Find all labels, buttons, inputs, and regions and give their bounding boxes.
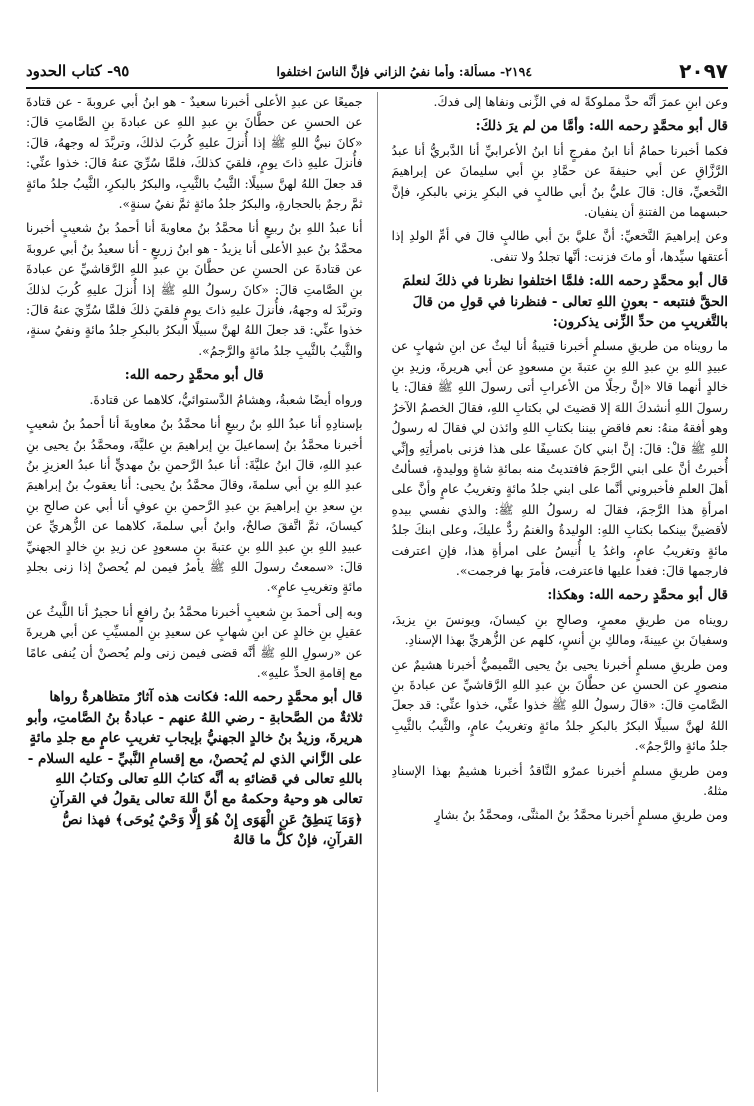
- section-heading: قال أبو محمَّدٍ رحمه الله: وهكذا:: [547, 587, 728, 604]
- paragraph: أنا عبدُ اللهِ بنُ ربيعٍ أنا محمَّدُ بنُ معاويةَ أنا أحمدُ بنُ شعيبٍ أخبرنا محمَّدُ بنُ عبدِ الأعلى أنا يزيدُ - هو ابنُ زريعٍ - أنا سعيدُ بنُ أبي عروبةَ عن قتادةَ عن الحسنِ عن حطَّانَ بنِ عبدِ اللهِ الرَّقاشيِّ عن عبادةَ بنِ الصَّامتِ قالَ: «كانَ رسولُ اللهِ ﷺ إذا أُنزلَ عليهِ كُربَ لذلكَ وتربَّدَ له وجههُ، فأُنزلَ عليهِ ذاتَ يومٍ فلقيَ ذلكَ فلمَّا سُرِّيَ عنهُ قالَ: خذوا عنِّي: قد جعلَ اللهُ لهنَّ سبيلًا البكرُ بالبكرِ جلدُ مائةٍ ونفيُ سنةٍ، والثَّيبُ بالثَّيبِ جلدُ مائةٍ والرَّجمُ».: [26, 221, 363, 358]
- paragraph: وبه إلى أحمدَ بنِ شعيبٍ أخبرنا محمَّدُ بنُ رافعٍ أنا حجيرٌ أنا اللَّيثُ عن عقيلِ بنِ خالدٍ عن ابنِ شهابٍ عن سعيدِ بنِ المسيِّبِ عن أبي هريرةَ عن «رسولِ اللهِ ﷺ أنَّه قضى فيمن زنى ولم يُحصنْ أن يُنفى عامًا مع إقامةِ الحدِّ عليهِ».: [26, 604, 363, 680]
- paragraph: ما رويناه من طريقِ مسلمٍ أخبرنا قتيبةُ أنا ليثٌ عن ابنِ شهابٍ عن عبيدِ اللهِ بنِ عبدِ اللهِ بنِ عتبةَ بنِ مسعودٍ عن أبي هريرةَ، وزيدِ بنِ خالدٍ أنهما قالا «إنَّ رجلًا من الأعرابِ أتى رسولَ اللهِ ﷺ فقالَ: يا رسولَ اللهِ أنشدكَ اللهَ إلا قضيتَ لي بكتابِ اللهِ، فقالَ الخصمُ الآخرُ وهو أفقهُ منهُ: نعم فاقضِ بيننا بكتابِ اللهِ وائذن لي فقالَ له رسولُ اللهِ ﷺ قلْ: قالَ: إنَّ ابني كانَ عسيفًا على هذا فزنى بامرأتِهِ وإنِّي أُخبرتُ أنَّ على ابني الرَّجمَ فافتديتُ منه بمائةِ شاةٍ ووليدةٍ، فسألتُ أهلَ العلمِ فأخبروني أنَّما على ابني جلدُ مائةٍ وتغريبُ عامٍ وأنَّ على امرأةِ هذا الرَّجمَ، فقالَ له رسولُ اللهِ ﷺ: والذي نفسي بيدهِ لأقضينَّ بينكما بكتابِ اللهِ: الوليدةُ والغنمُ ردٌّ عليكَ، وعلى ابنكَ جلدُ مائةٍ وتغريبُ عامٍ، واغدُ يا أُنيسُ على امرأةِ هذا، فإنِ اعترفت فارجمها قالَ: فغدا عليها فاعترفت، فأمرَ بها فرجمت».: [391, 339, 728, 578]
- page-header: [26, 56, 728, 86]
- paragraph: ومن طريقِ مسلمٍ أخبرنا محمَّدُ بنُ المثنَّى، ومحمَّدُ بنُ بشارٍ: [434, 808, 728, 823]
- paragraph: بإسنادِهِ أنا عبدُ اللهِ بنُ ربيعٍ أنا محمَّدُ بنُ معاويةَ أنا أحمدُ بنُ شعيبٍ أخبرنا محمَّدُ بنُ إسماعيلَ بنِ إبراهيمَ بنِ عليَّةَ، ومحمَّدُ بنُ يحيى بنِ عبدِ اللهِ، قالَ ابنُ عليَّةَ: أنا عبدُ الرَّحمنِ بنُ مهديٍّ أنا عبدُ العزيزِ بنُ عبدِ اللهِ بنِ أبي سلمةَ، وقالَ محمَّدُ بنُ يحيى: أنا يعقوبُ بنُ إبراهيمَ بنِ سعدِ بنِ إبراهيمَ بنِ عبدِ الرَّحمنِ بنِ عوفٍ أنا أبي عن صالحِ بنِ كيسانَ، ثمَّ اتَّفقَ صالحٌ، وابنُ أبي سلمةَ، كلاهما عن الزُّهريِّ عن عبيدِ اللهِ بنِ عبدِ اللهِ بنِ عتبةَ بنِ مسعودٍ عن زيدِ بنِ خالدٍ الجهنيِّ قالَ: «سمعتُ رسولَ اللهِ ﷺ يأمرُ فيمن لم يُحصنْ إذا زنى بجلدِ مائةٍ وتغريبِ عامٍ».: [26, 417, 363, 595]
- paragraph: وعن إبراهيمَ النَّخعيِّ: أنَّ عليَّ بنَ أبي طالبٍ قالَ في أمِّ الولدِ إذا أعتقها سيِّدها، أو ماتَ فزنت: أنَّها تجلدُ ولا تنفى.: [391, 229, 728, 264]
- text-columns: [26, 92, 728, 1092]
- header-rule: [26, 87, 728, 89]
- paragraph: ومن طريقِ مسلمٍ أخبرنا يحيى بنُ يحيى التَّميميُّ أخبرنا هشيمٌ عن منصورٍ عن الحسنِ عن حطَّانَ بنِ عبدِ اللهِ الرَّقاشيِّ عن عبادةَ بنِ الصَّامتِ قالَ: «قالَ رسولُ اللهِ ﷺ خذوا عنِّي، خذوا عنِّي: قد جعلَ اللهُ لهنَّ سبيلًا البكرُ بالبكرِ جلدُ مائةٍ وتغريبُ عامٍ، والثَّيبُ بالثَّيبِ جلدُ مائةٍ والرَّجمُ».: [391, 657, 728, 754]
- column-divider: [377, 92, 378, 1092]
- book-title: ٩٥- كتاب الحدود: [26, 62, 130, 80]
- paragraph: ومن طريقِ مسلمٍ أخبرنا عمرٌو النَّاقدُ أخبرنا هشيمٌ بهذا الإسنادِ مثلهُ.: [391, 763, 728, 798]
- section-heading: قال أبو محمَّدٍ رحمه الله: وأمَّا من لم يرَ ذلكَ:: [475, 118, 728, 135]
- left-column: [26, 92, 363, 1092]
- right-column: [392, 92, 729, 1092]
- page-number: ٢٠٩٧: [679, 59, 728, 83]
- running-title: ٢١٩٤- مسألة: وأما نفيُ الزاني فإنَّ الناسَ اختلفوا: [276, 63, 533, 79]
- section-heading: قال أبو محمَّدٍ رحمه الله: فكانت هذه آثارٌ متظاهرةٌ رواها ثلاثةٌ من الصَّحابةِ - رضي اللهُ عنهم - عبادةُ بنُ الصَّامتِ، وأبو هريرةَ، وزيدُ بنُ خالدٍ الجهنيُّ بإيجابِ تغريبِ عامٍ مع جلدِ مائةٍ على الزَّاني الذي لم يُحصنْ، مع إقسامِ النَّبيِّ - عليه السلام - باللهِ تعالى في قضائهِ به أنَّه كتابُ اللهِ تعالى وكتابُ اللهِ تعالى هو وحيهُ وحكمهُ مع أنَّ اللهَ تعالى يقولُ في القرآنِ ﴿وَمَا يَنطِقُ عَنِ الْهَوَى إِنْ هُوَ إِلَّا وَحْيٌ يُوحَى﴾ فهذا نصُّ القرآنِ، فإنْ كلُّ ما قالهُ: [26, 689, 363, 849]
- paragraph: رويناه من طريقِ معمرٍ، وصالحِ بنِ كيسانَ، ويونسَ بنِ يزيدَ، وسفيانَ بنِ عيينةَ، ومالكِ بنِ أنسٍ، كلهم عن الزُّهريِّ بهذا الإسنادِ.: [391, 612, 728, 648]
- section-heading: قال أبو محمَّدٍ رحمه الله:: [124, 367, 264, 384]
- paragraph: وعن ابنِ عمرَ أنَّه حدَّ مملوكةً له في الزِّنى ونفاها إلى فدكَ.: [433, 95, 728, 109]
- paragraph: جميعًا عن عبدِ الأعلى أخبرنا سعيدٌ - هو ابنُ أبي عروبةَ - عن قتادةَ عن الحسنِ عن حطَّانَ بنِ عبدِ اللهِ عن عبادةَ بنِ الصَّامتِ قالَ: «كانَ نبيُّ اللهِ ﷺ إذا أُنزلَ عليهِ كُربَ لذلكَ، وتربَّدَ له وجههُ، قالَ: فأُنزلَ عليهِ ذاتَ يومٍ، فلقيَ كذلكَ، فلمَّا سُرِّيَ عنهُ قالَ: خذوا عنِّي: قد جعلَ اللهُ لهنَّ سبيلًا: الثَّيبُ بالثَّيبِ، والبكرُ بالبكرِ، الثَّيبُ جلدُ مائةٍ ثمَّ رجمٌ بالحجارةِ، والبكرُ جلدُ مائةٍ ثمَّ نفيُ سنةٍ».: [26, 95, 363, 212]
- paragraph: ورواه أيضًا شعبةُ، وهشامُ الدَّستوائيُّ، كلاهما عن قتادةَ.: [89, 392, 363, 407]
- paragraph: فكما أخبرنا حمامُ أنا ابنُ مفرجٍ أنا ابنُ الأعرابيِّ أنا الدَّبريُّ أنا عبدُ الرَّزَّاقِ عن أبي حنيفةَ عن حمَّادِ بنِ أبي سليمانَ عن إبراهيمَ النَّخعيِّ، قال: قالَ عليُّ بنُ أبي طالبٍ في البكرِ يزني بالبكرِ، فإنَّ حبسهما من الفتنةِ أن ينفيان.: [391, 143, 728, 220]
- section-heading: قال أبو محمَّدٍ رحمه الله: فلمَّا اختلفوا نظرنا في ذلكَ لنعلمَ الحقَّ فنتبعه - بعونِ اللهِ تعالى - فنظرنا في قولِ من قالَ بالتَّغريبِ من حدِّ الزِّنى يذكرون:: [402, 273, 728, 331]
